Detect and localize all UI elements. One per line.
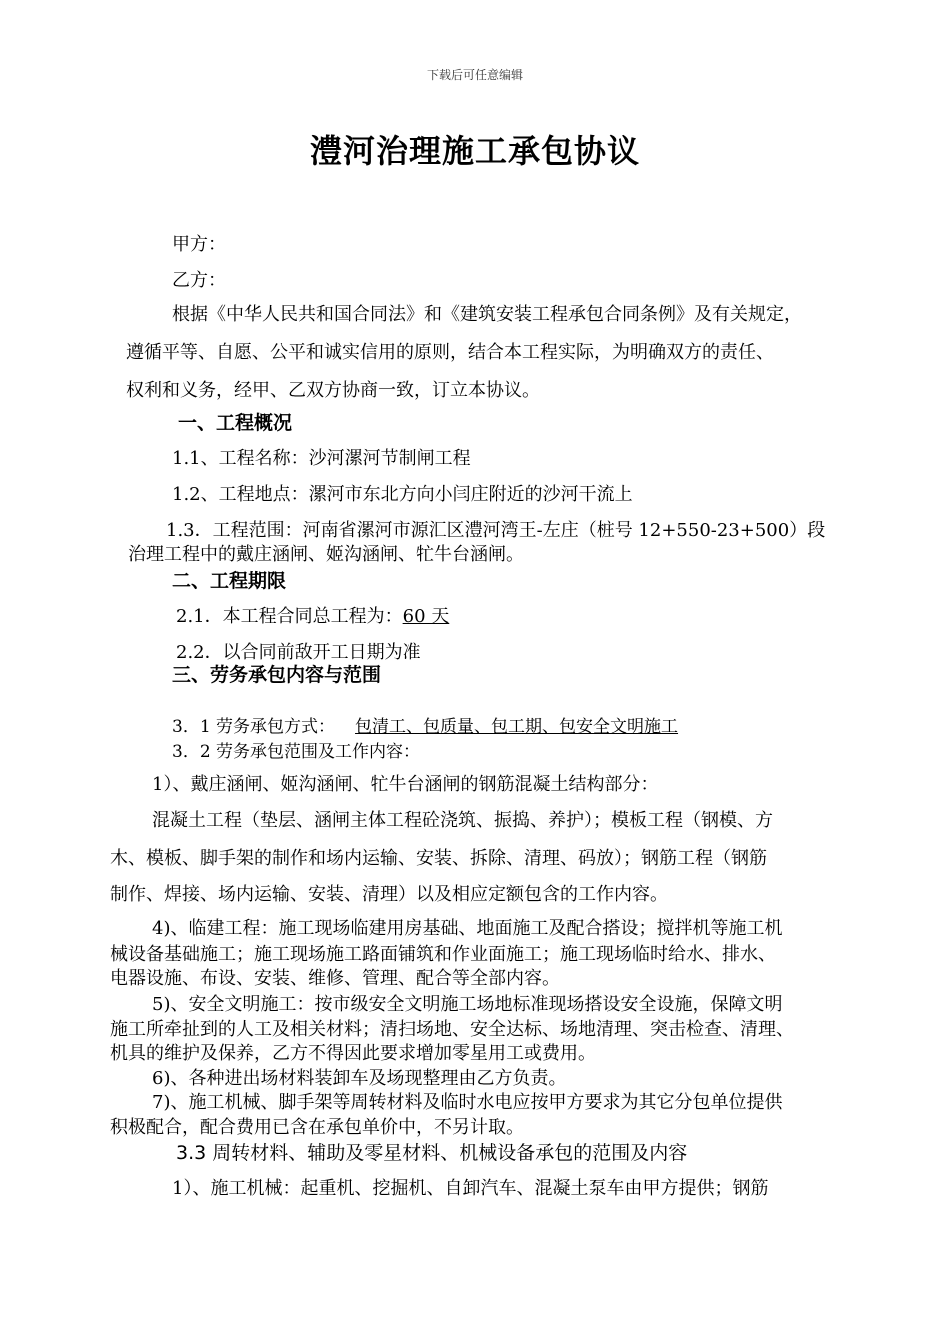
party-b: 乙方： bbox=[172, 270, 226, 291]
party-a: 甲方： bbox=[172, 234, 226, 255]
header-note: 下载后可任意编辑 bbox=[426, 68, 523, 82]
project-name: 1.1、工程名称：沙河漯河节制闸工程 bbox=[172, 448, 471, 469]
list-item: 5)、安全文明施工：按市级安全文明施工场地标准现场搭设安全设施，保障文明 bbox=[152, 994, 783, 1015]
section-heading: 一、工程概况 bbox=[178, 412, 293, 434]
mode-value: 包清工、包质量、包工期、包安全文明施工 bbox=[355, 717, 679, 737]
list-item: 积极配合，配合费用已含在承包单价中，不另计取。 bbox=[110, 1117, 524, 1138]
list-item: 机具的维护及保养，乙方不得因此要求增加零星用工或费用。 bbox=[110, 1043, 596, 1064]
list-item: 7)、施工机械、脚手架等周转材料及临时水电应按甲方要求为其它分包单位提供 bbox=[152, 1092, 783, 1113]
list-item: 1）、戴庄涵闸、姬沟涵闸、牤牛台涵闸的钢筋混凝土结构部分： bbox=[152, 774, 659, 795]
page-title: 澧河治理施工承包协议 bbox=[309, 132, 640, 170]
list-item-detail: 木、模板、脚手架的制作和场内运输、安装、拆除、清理、码放）；钢筋工程（钢筋 bbox=[110, 848, 767, 869]
project-scope: 治理工程中的戴庄涵闸、姬沟涵闸、牤牛台涵闸。 bbox=[128, 544, 524, 565]
scope-label: 3．2 劳务承包范围及工作内容： bbox=[172, 742, 421, 762]
intro-line: 权利和义务，经甲、乙双方协商一致，订立本协议。 bbox=[126, 380, 540, 401]
section-heading: 三、劳务承包内容与范围 bbox=[172, 664, 382, 686]
project-location: 1.2、工程地点：漯河市东北方向小闫庄附近的沙河干流上 bbox=[172, 484, 633, 505]
project-scope: 1.3．工程范围：河南省漯河市源汇区澧河湾王-左庄（桩号 12+550-23+500）段 bbox=[166, 520, 826, 541]
list-item: 6)、各种进出场材料装卸车及场现整理由乙方负责。 bbox=[152, 1068, 567, 1089]
list-item: 4)、临建工程：施工现场临建用房基础、地面施工及配合搭设；搅拌机等施工机 bbox=[152, 918, 783, 939]
duration-label: 2.1．本工程合同总工程为： bbox=[176, 606, 403, 627]
duration-value: 60 天 bbox=[402, 606, 450, 627]
list-item: 施工所牵扯到的人工及相关材料；清扫场地、安全达标、场地清理、突击检查、清理、 bbox=[110, 1019, 794, 1040]
intro-line: 根据《中华人民共和国合同法》和《建筑安装工程承包合同条例》及有关规定， bbox=[172, 304, 802, 325]
list-item: 械设备基础施工；施工现场施工路面铺筑和作业面施工；施工现场临时给水、排水、 bbox=[110, 944, 776, 965]
contract-mode bbox=[172, 712, 766, 737]
section-heading: 二、工程期限 bbox=[172, 570, 287, 592]
list-item: 1）、施工机械：起重机、挖掘机、自卸汽车、混凝土泵车由甲方提供；钢筋 bbox=[172, 1178, 769, 1199]
start-date: 2.2．以合同前敌开工日期为准 bbox=[176, 642, 421, 663]
contract-duration bbox=[176, 602, 449, 628]
intro-line: 遵循平等、自愿、公平和诚实信用的原则，结合本工程实际，为明确双方的责任、 bbox=[126, 342, 774, 363]
mode-label: 3．1 劳务承包方式： bbox=[172, 717, 336, 737]
list-item-detail: 混凝土工程（垫层、涵闸主体工程砼浇筑、振捣、养护）；模板工程（钢模、方 bbox=[152, 810, 773, 831]
subsection-heading: 3.3 周转材料、辅助及零星材料、机械设备承包的范围及内容 bbox=[176, 1142, 688, 1164]
list-item: 电器设施、布设、安装、维修、管理、配合等全部内容。 bbox=[110, 968, 560, 989]
list-item-detail: 制作、焊接、场内运输、安装、清理）以及相应定额包含的工作内容。 bbox=[110, 884, 668, 905]
